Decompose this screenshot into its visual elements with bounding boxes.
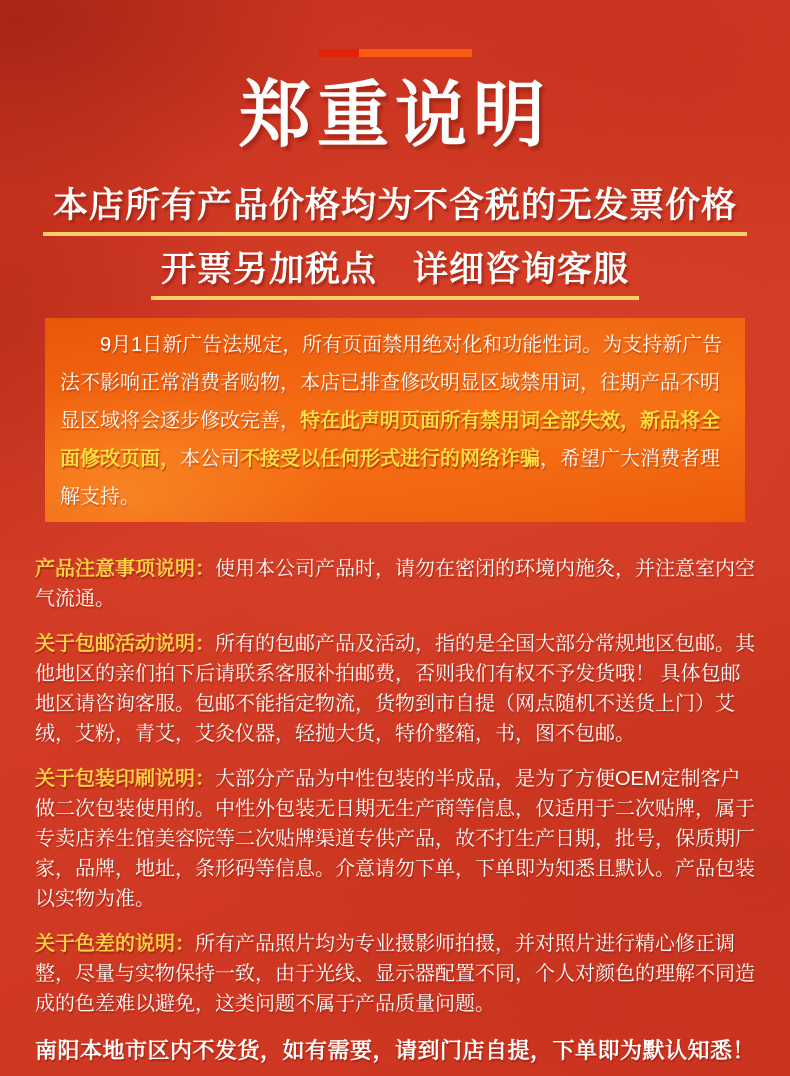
notice-highlight-segment: 不接受以任何形式进行的网络诈骗 (240, 448, 540, 471)
notice-segment: 9月1日新广告法规定，所有页面禁用绝对化和功能性词。为支持新广告法不影响正常消费者购物，本店已排查修改明显区域禁用词，往期产品不明显区域将会逐步修改完善， (60, 334, 723, 433)
paragraph-text: 所有的包邮产品及活动，指的是全国大部分常规地区包邮。其他地区的亲们拍下后请联系客服补拍邮费，否则我们有权不予发货哦！ 具体包邮地区请咨询客服。包邮不能指定物流，货物到市自提（网点随机不送货上门）艾绒，艾粉，青艾，艾灸仪器，轻抛大货，特价整箱，书，图不包邮。 (35, 633, 755, 746)
paragraph-label: 关于包装印刷说明： (35, 768, 215, 791)
page-title: 郑重说明 (238, 76, 551, 156)
product-usage-note (35, 554, 755, 614)
paragraph-text: 大部分产品为中性包装的半成品，是为了方便OEM定制客户做二次包装使用的。中性外包装无日期无生产商等信息，仅适用于二次贴牌，属于专卖店养生馆美容院等二次贴牌渠道专供产品，故不打生产日期，批号，保质期厂家，品牌，地址，条形码等信息。介意请勿下单，下单即为知悉且默认。产品包装以实物为准。 (35, 768, 755, 911)
color-difference-note (35, 929, 755, 1019)
notice-segment: 本公司 (180, 448, 240, 471)
paragraph-text: 使用本公司产品时，请勿在密闭的环境内施灸，并注意室内空气流通。 (35, 558, 755, 611)
local-pickup-footer-notice: 南阳本地市区内不发货，如有需要，请到门店自提，下单即为默认知悉！ (35, 1038, 756, 1064)
notice-text (60, 334, 722, 508)
notice-highlight-segment: 特在此声明页面所有禁用词全部失效，新品将全面修改页面， (60, 410, 720, 471)
notes-section (35, 554, 755, 1065)
notice-segment: ，希望广大消费者理解支持。 (60, 448, 720, 509)
accent-bar-red-segment (319, 49, 359, 57)
header-accent-bar (319, 49, 472, 57)
subtitle-line-1 (0, 178, 790, 236)
ad-law-notice-box (45, 318, 745, 522)
paragraph-label: 产品注意事项说明： (35, 558, 215, 581)
paragraph-label: 关于色差的说明： (35, 933, 195, 956)
subtitle-line-2 (0, 242, 790, 300)
packaging-print-note (35, 764, 755, 914)
paragraph-label: 关于包邮活动说明： (35, 633, 215, 656)
shipping-policy-note (35, 629, 755, 749)
subtitle-line-2-text: 开票另加税点 详细咨询客服 (151, 242, 639, 300)
paragraph-text: 所有产品照片均为专业摄影师拍摄，并对照片进行精心修正调整，尽量与实物保持一致，由于光线、显示器配置不同，个人对颜色的理解不同造成的色差难以避免，这类问题不属于产品质量问题。 (35, 933, 755, 1016)
accent-bar-orange-segment (359, 49, 472, 57)
subtitle-line-1-text: 本店所有产品价格均为不含税的无发票价格 (43, 178, 747, 236)
